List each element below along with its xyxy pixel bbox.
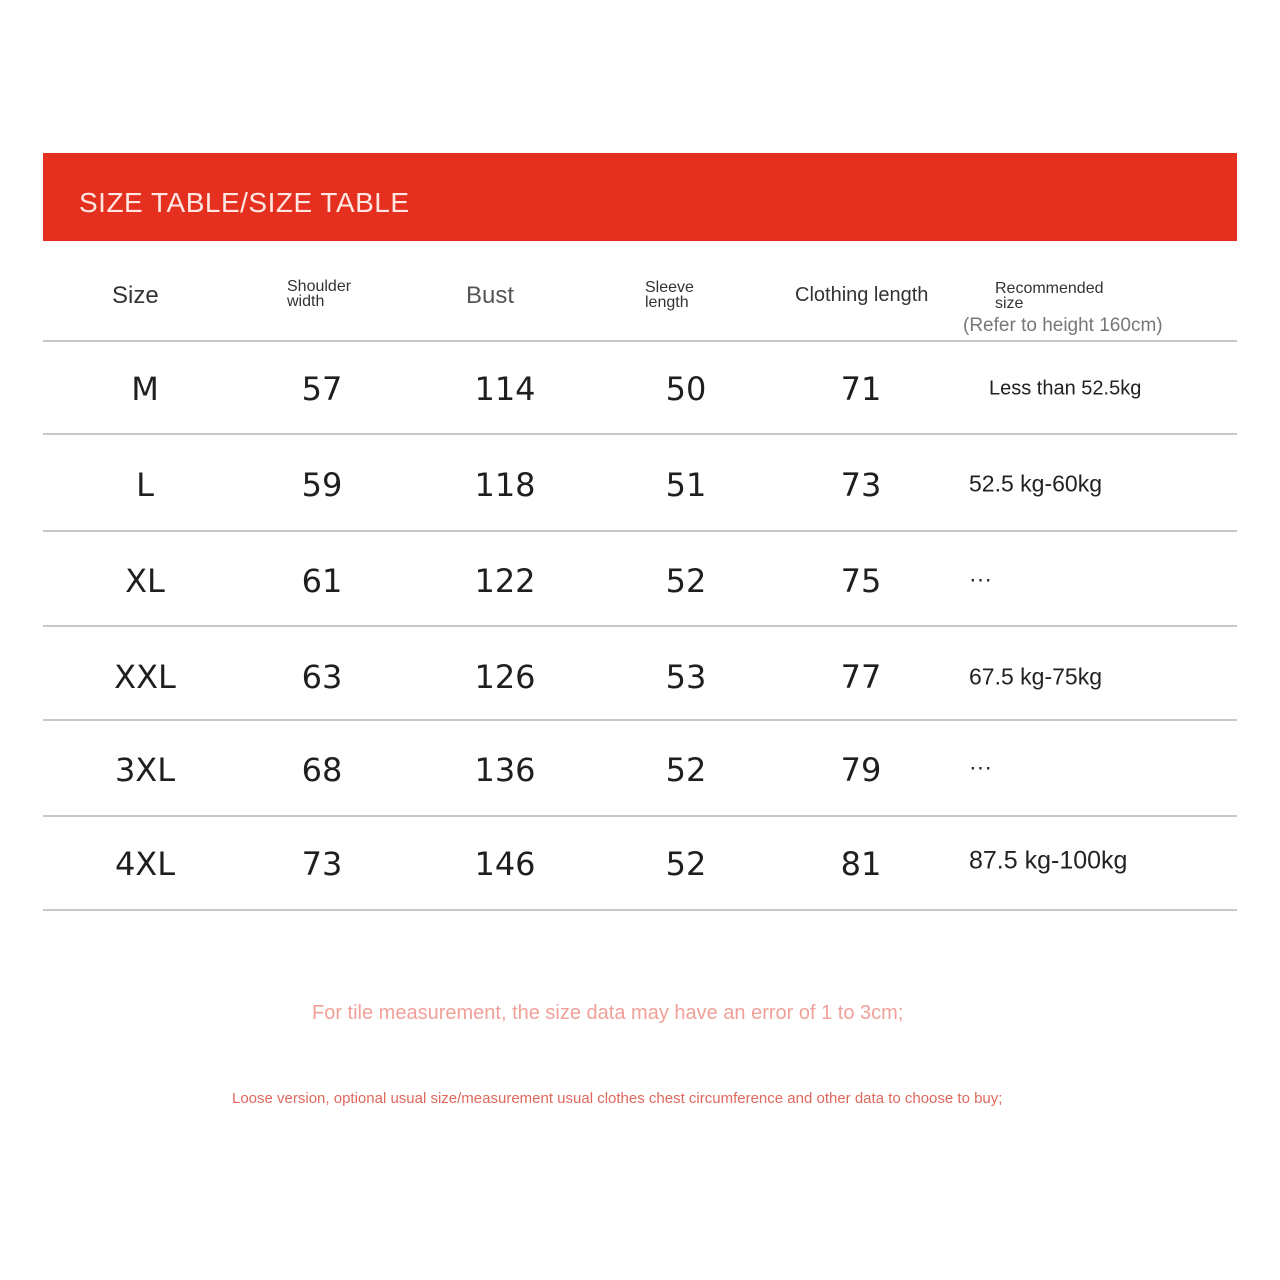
cell-size: L: [136, 466, 154, 504]
loose-version-note: Loose version, optional usual size/measurement usual clothes chest circumference and other data to choose to buy;: [232, 1090, 1003, 1107]
header-sleeve-line2: length: [645, 294, 689, 311]
cell-shoulder: 57: [301, 370, 343, 408]
cell-size: XL: [125, 562, 165, 600]
cell-bust: 146: [474, 845, 536, 883]
header-bust: Bust: [466, 282, 515, 309]
row-divider: [43, 625, 1237, 627]
cell-bust: 114: [474, 370, 536, 408]
cell-shoulder: 59: [301, 466, 343, 504]
header-shoulder-line1: Shoulder: [287, 278, 352, 295]
row-divider: [43, 815, 1237, 817]
cell-sleeve: 52: [665, 562, 707, 600]
header-recommended-note: (Refer to height 160cm): [963, 315, 1163, 336]
header-sleeve-line1: Sleeve: [645, 279, 694, 296]
cell-length: 79: [840, 751, 882, 789]
measurement-note: For tile measurement, the size data may have an error of 1 to 3cm;: [312, 1002, 904, 1024]
cell-length: 77: [840, 658, 882, 696]
cell-shoulder: 63: [301, 658, 343, 696]
cell-shoulder: 61: [301, 562, 343, 600]
header-shoulder-line2: width: [287, 293, 325, 310]
cell-size: M: [131, 370, 159, 408]
cell-bust: 136: [474, 751, 536, 789]
row-divider: [43, 719, 1237, 721]
cell-length: 71: [840, 370, 882, 408]
header-clothing-length: Clothing length: [795, 284, 929, 306]
row-divider: [43, 340, 1237, 342]
row-divider: [43, 433, 1237, 435]
header-recommended-line2: size: [995, 295, 1024, 312]
cell-sleeve: 53: [665, 658, 707, 696]
cell-bust: 122: [474, 562, 536, 600]
cell-sleeve: 51: [665, 466, 707, 504]
cell-length: 73: [840, 466, 882, 504]
cell-recommended: 87.5 kg-100kg: [969, 846, 1128, 875]
cell-length: 75: [840, 562, 882, 600]
banner-title: SIZE TABLE/SIZE TABLE: [79, 187, 410, 218]
row-divider: [43, 530, 1237, 532]
cell-recommended: 52.5 kg-60kg: [969, 470, 1102, 497]
header-shoulder-width: [287, 279, 351, 309]
row-divider: [43, 909, 1237, 911]
cell-bust: 118: [474, 466, 536, 504]
cell-length: 81: [840, 845, 882, 883]
cell-recommended: ···: [969, 565, 992, 592]
cell-recommended: ···: [969, 753, 992, 780]
cell-recommended: 67.5 kg-75kg: [969, 663, 1102, 690]
cell-size: 3XL: [114, 751, 176, 789]
header-recommended-size: [995, 281, 1104, 311]
cell-size: XXL: [114, 658, 176, 696]
title-banner: [43, 153, 1237, 241]
cell-sleeve: 50: [665, 370, 707, 408]
cell-recommended: Less than 52.5kg: [989, 377, 1142, 400]
cell-shoulder: 73: [301, 845, 343, 883]
header-sleeve-length: [645, 280, 694, 310]
header-recommended-line1: Recommended: [995, 280, 1104, 297]
cell-shoulder: 68: [301, 751, 343, 789]
cell-bust: 126: [474, 658, 536, 696]
cell-sleeve: 52: [665, 751, 707, 789]
cell-sleeve: 52: [665, 845, 707, 883]
header-size: Size: [112, 282, 159, 309]
cell-size: 4XL: [114, 845, 176, 883]
